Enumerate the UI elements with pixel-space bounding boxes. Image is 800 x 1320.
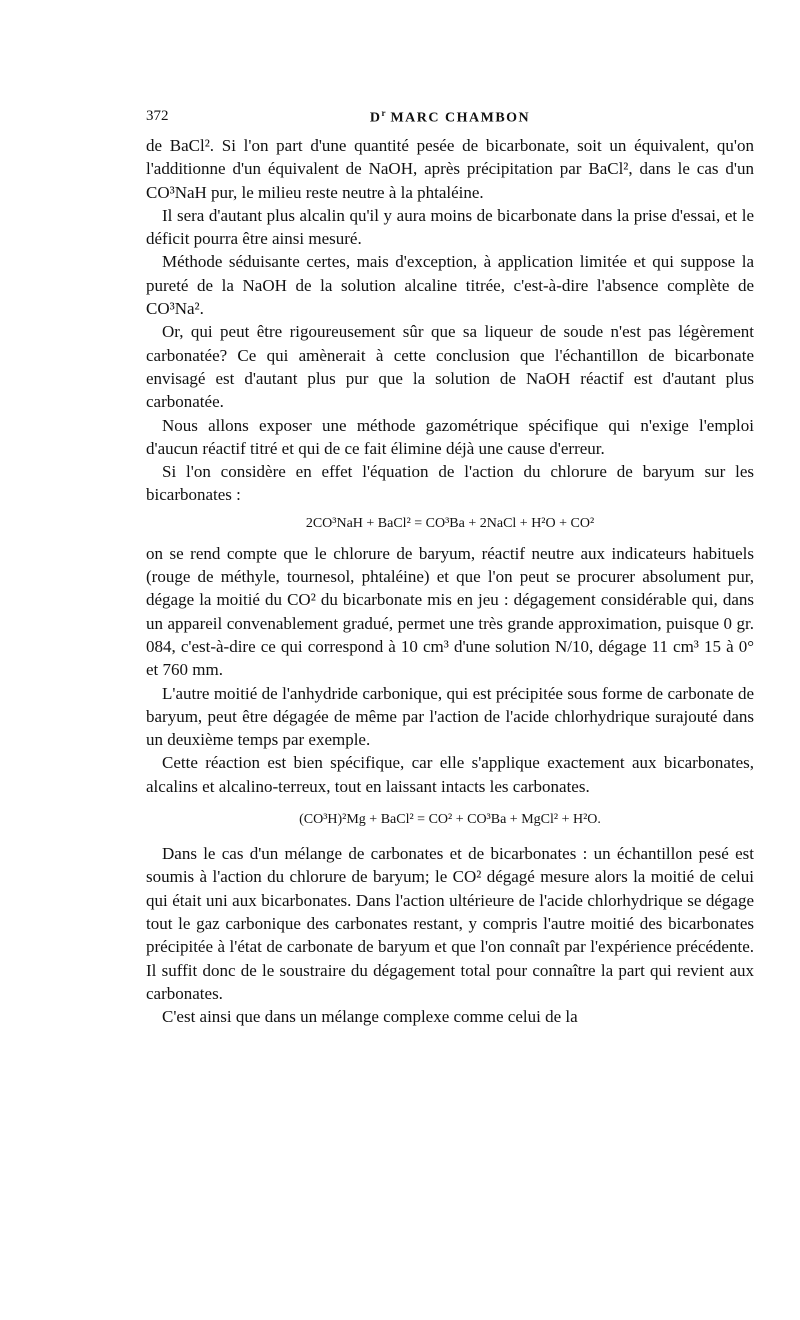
page-number: 372 (146, 108, 169, 124)
author-prefix-sup: r (381, 108, 386, 118)
paragraph: C'est ainsi que dans un mélange complexe comme celui de la (162, 1007, 578, 1027)
equation-magnesium-bicarbonate: (CO³H)²Mg + BaCl² = CO² + CO³Ba + MgCl² + H²O. (299, 812, 601, 828)
page-header (146, 108, 754, 134)
paragraph: on se rend compte que le chlorure de baryum, réactif neutre aux indicateurs habituels (rouge de méthyle, tournesol, phtaléine) et que l'on peut se procurer absolument pur, dégage la moitié du CO² du bicarbonate mis en jeu : dégagement considérable qui, dans un appareil convenablement gradué, permet une très grande approximation, puisque 0 gr. 084, c'est-à-dire ce qui correspond à 10 cm³ d'une solution N/10, dégage 11 cm³ 15 à 0° et 760 mm. (146, 543, 754, 680)
book-page (146, 108, 754, 1028)
paragraph: Cette réaction est bien spécifique, car elle s'applique exactement aux bicarbonates, alcalins et alcalino-terreux, tout en laissant intacts les carbonates. (146, 753, 754, 796)
running-title (146, 108, 754, 127)
paragraph: Il sera d'autant plus alcalin qu'il y aura moins de bicarbonate dans la prise d'essai, et le déficit pourra être ainsi mesuré. (146, 205, 754, 249)
author-prefix: D (369, 110, 382, 126)
paragraph: L'autre moitié de l'anhydride carbonique, qui est précipitée sous forme de carbonate de baryum, peut être dégagée de même par l'action de l'acide chlorhydrique surajouté dans un deuxième temps par exemple. (146, 683, 754, 750)
equation-barium-bicarbonate: 2CO³NaH + BaCl² = CO³Ba + 2NaCl + H²O + CO² (305, 515, 595, 531)
paragraph: Nous allons exposer une méthode gazométrique spécifique qui n'exige l'emploi d'aucun réactif titré et qui de ce fait élimine déjà une cause d'erreur. (146, 415, 754, 458)
author-name: MARC CHAMBON (390, 110, 531, 126)
paragraph: Si l'on considère en effet l'équation de l'action du chlorure de baryum sur les bicarbonates : (146, 462, 754, 505)
paragraph: Méthode séduisante certes, mais d'exception, à application limitée et qui suppose la pureté de la NaOH de la solution alcaline titrée, c'est-à-dire l'absence complète de CO³Na². (146, 252, 754, 319)
paragraph: de BaCl². Si l'on part d'une quantité pesée de bicarbonate, soit un équivalent, qu'on l'additionne d'un équivalent de NaOH, après précipitation par BaCl², dans le cas d'un CO³NaH pur, le milieu reste neutre à la phtaléine. (146, 136, 754, 202)
paragraph: Dans le cas d'un mélange de carbonates et de bicarbonates : un échantillon pesé est soumis à l'action du chlorure de baryum; le CO² dégagé mesure alors la moitié de celui qui était uni aux bicarbonates. Dans l'action ultérieure de l'acide chlorhydrique se dégage tout le gaz carbonique des carbonates restant, y compris l'autre moitié des bicarbonates précipitée à l'état de carbonate de baryum et que l'on connaît par l'expérience précédente. Il suffit donc de le soustraire du dégagement total pour connaître la part qui revient aux carbonates. (146, 844, 754, 1003)
paragraph: Or, qui peut être rigoureusement sûr que sa liqueur de soude n'est pas légèrement carbonatée? Ce qui amènerait à cette conclusion que l'échantillon de bicarbonate envisagé est d'autant plus pur que la solution de NaOH réactif est d'autant plus carbonatée. (146, 322, 754, 412)
